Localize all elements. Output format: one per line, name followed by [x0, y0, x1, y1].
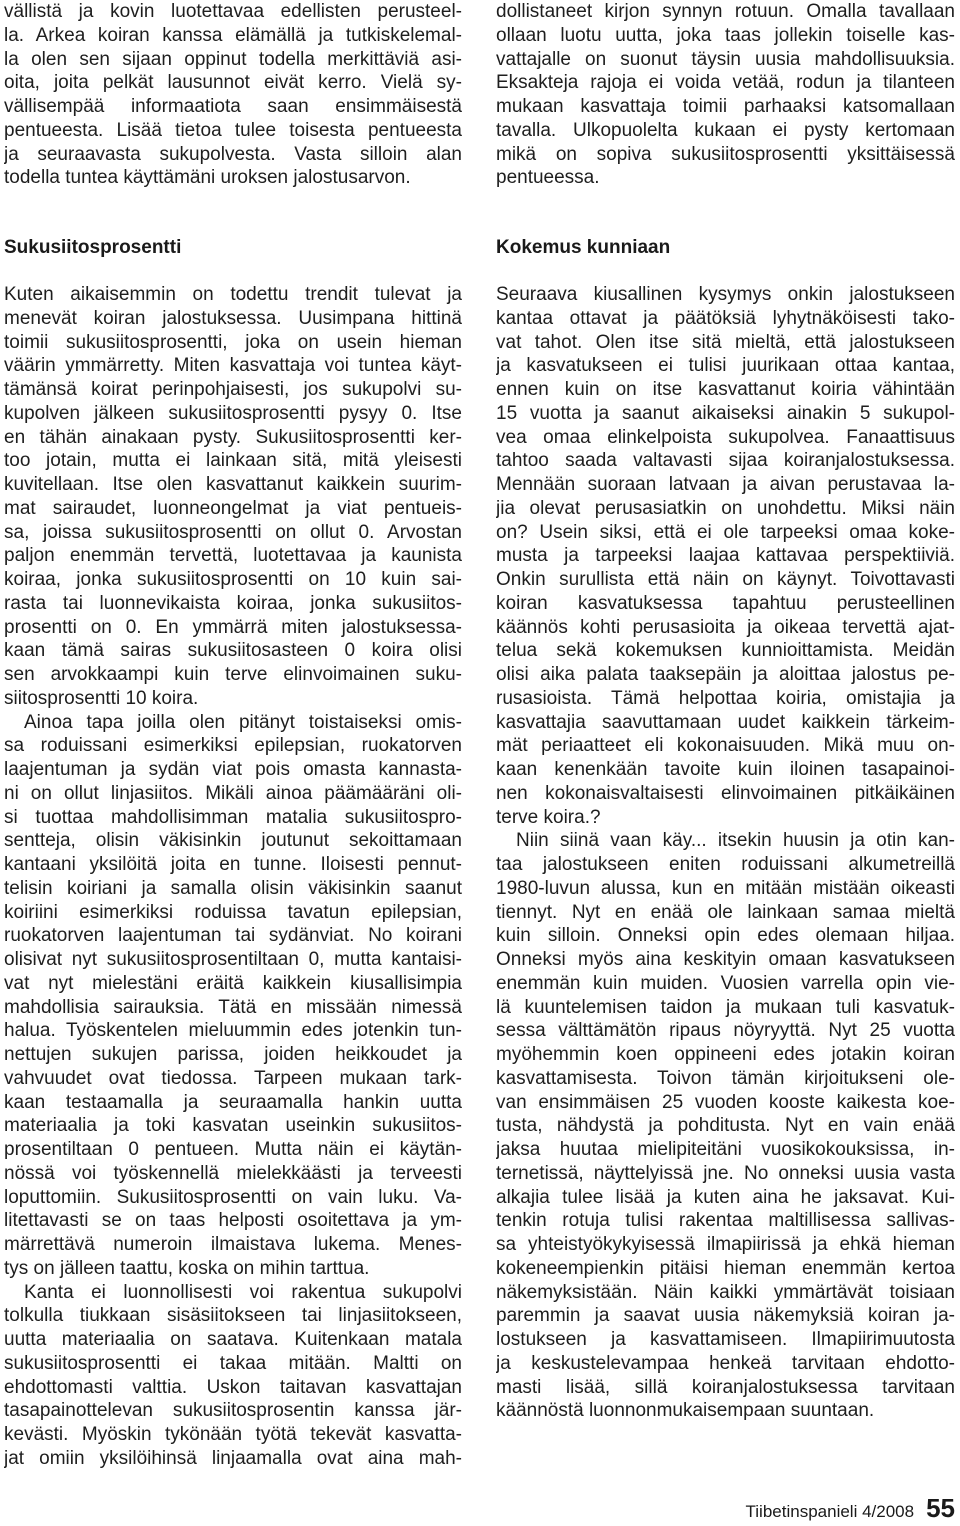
text-line: rusasioista. Tämä helpottaa koiria, omistajia ja [496, 687, 955, 709]
text-line: tämänsä koirat perinpohjaisesti, jos sukupolvi su- [4, 379, 462, 400]
text-line: paremmin ja saavat uusia näkemyksiä koiran ja- [496, 1305, 955, 1327]
text-line: ruokatorven laajentuman tai sydänviat. No koirani [4, 925, 462, 947]
text-line: telisin koiriani ja samalla olisin väkisinkin saanut [4, 877, 462, 899]
text-line: vahvuudet ovat tiedossa. Tarpeen mukaan tark- [4, 1067, 462, 1089]
text-line: rasta tai luonnevikaista koiraa, jonka sukusiitos- [4, 592, 462, 614]
text-line: todella tuntea käyttämäni uroksen jalostusarvon. [4, 167, 411, 189]
text-line: lostukseen ja kasvattamiseen. Ilmapiirimuutosta [496, 1329, 955, 1350]
text-line: ternetissä, näyttelyissä jne. No onneksi uusia vasta [496, 1162, 955, 1184]
text-line: mat sairaudet, luonneongelmat ja viat pentueis- [4, 497, 462, 519]
paragraph [496, 829, 955, 1423]
text-line: tys on jälleen taattu, koska on mihin tarttua. [4, 1257, 370, 1279]
text-line: kokeneempienkin pitäisi hieman enemmän kertoa [496, 1257, 955, 1279]
text-line: näkemyksistään. Näin kaikki ymmärtävät toisiaan [496, 1281, 955, 1303]
text-line: materiaalia ja toki kasvatan useinkin sukusiitos- [4, 1115, 462, 1137]
text-line: sessa välttämätön ripaus nöyryyttä. Nyt 25 vuotta [496, 1020, 955, 1042]
text-line: 1980-luvun alussa, kun en mitään mistään oikeasti [496, 877, 955, 899]
text-line: olisivat nyt sukusiitosprosentiltaan 0, mutta kantaisi- [4, 949, 462, 970]
text-line: sukusiitosprosentti ei takaa mitään. Maltti on [4, 1352, 462, 1374]
text-line: prosentiltaan 0 pentueen. Mutta näin ei käytän- [4, 1139, 462, 1160]
text-line: koiraa, jonka sukusiitosprosentti on 10 kuin sai- [4, 569, 462, 590]
text-line: koiran kasvatuksessa tapahtuu perusteellinen [496, 592, 955, 614]
text-line: van ensimmäisen 25 vuoden kooste kaikesta koe- [496, 1091, 955, 1113]
text-line: tasapainottelevan sukusiitosprosentin kanssa jär- [4, 1400, 462, 1422]
text-line: vällistä ja kovin luotettavaa edellisten perusteel- [4, 1, 462, 22]
text-line: prosentti on 0. En ymmärrä miten jalostuksessa- [4, 616, 462, 638]
text-line: la. Arkea koiran kanssa elämällä ja tutkiskelemal- [4, 24, 462, 46]
text-line: litettavasti se on taas helposti osoitettava ja ym- [4, 1210, 462, 1232]
text-line: mät periaatteet eli kokonaisuuden. Mikä muu on- [496, 735, 955, 757]
text-line: sa yhteistyökykyisessä ilmapiirissä ja ehkä hieman [496, 1234, 955, 1255]
text-line: loputtomiin. Sukusiitosprosentti on vain luku. Va- [4, 1186, 462, 1208]
text-line: kasvattamisesta. Toivon tämän kirjoitukseni ole- [496, 1067, 955, 1089]
lead-text [496, 0, 955, 190]
paragraph [4, 1281, 462, 1471]
text-line: toimii sukusiitosprosentti, joka on usein hieman [4, 331, 462, 353]
text-line: jat omiin yksilöihinsä linjaamalla ovat aina mah- [4, 1447, 462, 1469]
text-line: vea omaa elinkelpoista sukupolvea. Fanaattisuus [496, 426, 955, 448]
text-line: halua. Työskentelen mieluummin edes jotenkin tun- [4, 1020, 462, 1042]
text-line: Eksakteja rajoja ei voida vetää, rodun ja tilanteen [496, 72, 955, 94]
section-body [496, 283, 955, 1423]
text-line: Mennään suoraan latvaan ja aivan perustavaa la- [496, 474, 955, 495]
paragraph [496, 283, 955, 829]
text-line: kaan tämä sairas sukusiitosasteen 0 koira olisi [4, 640, 462, 662]
text-line: nettujen sukujen parissa, joiden heikkoudet ja [4, 1044, 462, 1065]
text-line: vattajalle on suonut täysin uusia mahdollisuuksia. [496, 48, 955, 70]
text-line: myöhemmin koen oppineeni edes jotakin koiran [496, 1044, 955, 1065]
text-line: menevät koiran jalostuksessa. Uusimpana hittinä [4, 307, 462, 329]
text-line: Seuraava kiusallinen kysymys onkin jalostukseen [496, 284, 955, 305]
text-line: 15 vuotta ja saanut aikaiseksi ainakin 5 sukupol- [496, 402, 955, 424]
text-line: väärin ymmärretty. Miten kasvattaja voi tuntea käyt- [4, 355, 462, 377]
text-line: kevästi. Myöskin tykönään työtä tekevät kasvatta- [4, 1424, 462, 1445]
text-line: taa jalostukseen eniten roduissani alkumetreillä [496, 854, 955, 875]
text-line: kaan kenenkään tavoite kuin iloinen tasapainoi- [496, 759, 955, 780]
text-line: Onneksi myös aina keskityin omaan kasvatukseen [496, 949, 955, 970]
right-column [496, 0, 955, 1490]
section-body [4, 283, 462, 1471]
page-number: 55 [926, 1493, 955, 1523]
section-heading: Kokemus kunniaan [496, 237, 671, 258]
text-line: sa roduissani esimerkiksi epilepsian, ruokatorven [4, 735, 462, 757]
text-line: en tähän ainakaan pysty. Sukusiitosprosentti ker- [4, 426, 462, 448]
text-line: koiriini esimerkiksi roduissa tavatun epilepsian, [4, 901, 462, 923]
text-line: Niin siinä vaan käy... itsekin huusin ja otin kan- [516, 830, 955, 852]
text-line: kupolven jälkeen sukusiitosprosentti pysyy 0. Itse [4, 402, 462, 424]
text-line: käännös kohti perusasioita ja oikeaa tervettä ajat- [496, 616, 955, 638]
paragraph [4, 711, 462, 1281]
text-line: tolkulla tiukkaan sisäsiitokseen tai linjasiitokseen, [4, 1305, 462, 1327]
text-line: kuin silloin. Onneksi opin edes olemaan hiljaa. [496, 925, 955, 947]
text-line: mahdollisia sairauksia. Tätä en missään nimessä [4, 996, 462, 1018]
text-line: nössä voi työskennellä mielekkäästi ja terveesti [4, 1162, 462, 1184]
page-footer [746, 1494, 955, 1522]
text-line: kantaani yksilöitä joita en tunne. Iloisesti pennut- [4, 854, 462, 875]
text-line: käännöstä luonnonmukaisempaan suuntaan. [496, 1400, 875, 1422]
text-line: ni on ollut linjasiitos. Mikäli ainoa päämääräni oli- [4, 782, 462, 804]
text-line: märrettävä numeroin ilmaistava lukema. Menes- [4, 1234, 462, 1255]
paragraph [496, 0, 955, 190]
text-line: oita, joita pelkät lausunnot eivät kerro. Vielä sy- [4, 72, 462, 94]
magazine-issue: Tiibetinspanieli 4/2008 [745, 1502, 915, 1521]
text-line: ennen kuin on itse kasvattanut koiria vähintään [496, 379, 955, 400]
text-line: jaksa huutaa mielipiteitäni vuosikokouksissa, in- [496, 1139, 955, 1160]
text-line: mukaan kasvattaja toimii parhaaksi katsomallaan [496, 96, 955, 117]
text-line: ollaan luotu uutta, joka taas jollekin toiselle kas- [496, 24, 955, 46]
text-line: la olen sen sijaan oppinut todella merkittäviä asi- [4, 48, 462, 70]
text-line: tusta, nähdystä ja pohditusta. Nyt en vain enää [496, 1115, 955, 1137]
text-line: laajentuman ja sydän viat pois omasta kannasta- [4, 759, 462, 780]
text-line: tavalla. Ulkopuolelta kukaan ei pysty kertomaan [496, 119, 955, 141]
text-line: siitosprosentti 10 koira. [4, 687, 199, 709]
text-line: ja kasvatukseen ei tulisi juurikaan ottaa kantaa, [496, 355, 955, 377]
text-line: enemmän kuin muiden. Vuosien varrella opin vie- [496, 972, 955, 994]
text-line: mikä on sopiva sukusiitosprosentti yksittäisessä [496, 143, 955, 165]
text-line: Kuten aikaisemmin on todettu trendit tulevat ja [4, 284, 462, 305]
text-line: sa, joissa sukusiitosprosentti on ollut 0. Arvostan [4, 521, 462, 543]
section-heading: Sukusiitosprosentti [4, 237, 182, 258]
text-line: si tuottaa mahdollisimman matalia sukusiitospro- [4, 806, 462, 828]
text-line: lä kuuntelemisen taidon ja mukaan tuli kasvatuk- [496, 996, 955, 1018]
text-line: terve koira.? [496, 806, 601, 828]
text-line: Onkin surullista että näin on käynyt. Toivottavasti [496, 569, 955, 590]
text-line: pentueesta. Lisää tietoa tulee toisesta pentueesta [4, 119, 462, 141]
text-line: pentueessa. [496, 167, 600, 189]
text-line: tiennyt. Nyt en enää ole lainkaan samaa mieltä [496, 901, 955, 923]
text-line: sen arvokkaampi kuin terve elinvoimainen suku- [4, 664, 462, 685]
text-line: on? Usein siksi, että ei ole tarpeeksi omaa koke- [496, 521, 955, 543]
text-line: kantaa ottavat ja päätöksiä lyhytnäköisesti tako- [496, 307, 955, 329]
text-line: tahtoo saada valtavasti sijaa koiranjalostuksessa. [496, 450, 955, 472]
text-line: jia olevat perusasiatkin on unohdettu. Miksi näin [496, 497, 955, 519]
paragraph [4, 0, 462, 190]
text-line: tenkin rotuja tulisi rakentaa maltillisessa sallivas- [496, 1210, 955, 1232]
text-line: kaan testaamalla ja seuraamalla hankin uutta [4, 1091, 462, 1113]
text-line: too jotain, mutta ei lainkaan sitä, mitä yleisesti [4, 450, 462, 472]
lead-text [4, 0, 462, 190]
text-line: alkajia tulee lisää ja kuten aina he jaksavat. Kui- [496, 1186, 955, 1208]
text-line: paljon enemmän tervettä, luotettavaa ja kaunista [4, 545, 462, 567]
text-line: musta ja tarpeeksi laajaa kattavaa perspektiiviä. [496, 545, 955, 567]
paragraph [4, 283, 462, 711]
text-line: telua sekä kokemuksen kunnioittamista. Meidän [496, 640, 955, 662]
text-line: dollistaneet kirjon synnyn rotuun. Omalla tavallaan [496, 1, 955, 22]
text-line: Ainoa tapa joilla olen pitänyt toistaiseksi omis- [24, 711, 462, 733]
text-line: vat nyt mielestäni eräitä kaikkein kiusallisimpia [4, 972, 462, 994]
text-line: sentteja, olisin väkisinkin joutunut sekoittamaan [4, 830, 462, 852]
text-line: masti lisää, sillä koiranjalostuksessa tarvitaan [496, 1376, 955, 1398]
text-line: ja seuraavasta sukupolvesta. Vasta silloin alan [4, 143, 462, 165]
text-line: vat tahot. Olen itse sitä mieltä, että jalostukseen [496, 331, 955, 353]
text-line: Kanta ei luonnollisesti voi rakentua sukupolvi [24, 1281, 462, 1303]
text-line: kuvitellaan. Itse olen kasvattanut kaikkein suurim- [4, 474, 462, 495]
text-line: nen kokonaisvaltaisesti elinvoimainen pitkäikäinen [496, 782, 955, 804]
text-line: ja keskustelevampaa henkeä tarvitaan ehdotto- [496, 1352, 955, 1374]
text-line: kasvattajia saavuttamaan uudet kaikkein tärkeim- [496, 711, 955, 733]
text-line: vällisempää informaatiota saan ensimmäisestä [4, 96, 462, 117]
text-line: uutta materiaalia on saatava. Kuitenkaan matala [4, 1329, 462, 1350]
text-line: olisi aika palata taaksepäin ja aloittaa jalostus pe- [496, 664, 955, 685]
left-column [4, 0, 462, 1490]
text-line: ehdottomasti valttia. Uskon taitavan kasvattajan [4, 1376, 462, 1398]
